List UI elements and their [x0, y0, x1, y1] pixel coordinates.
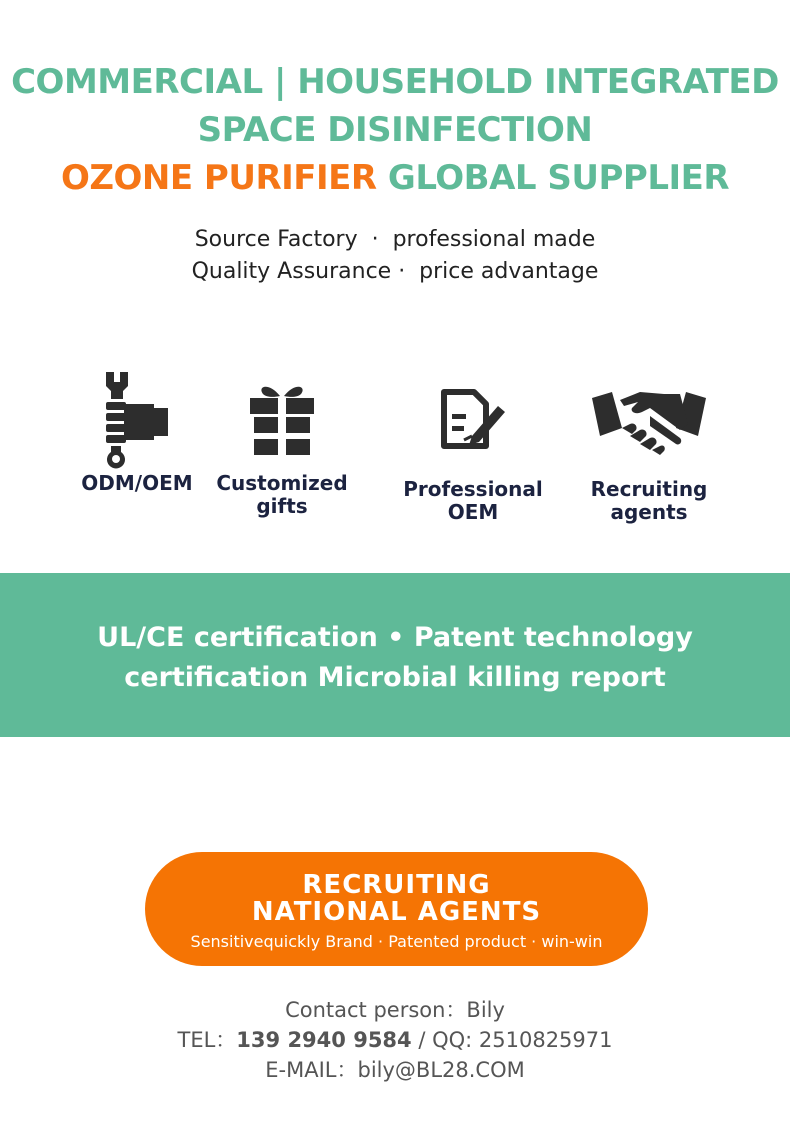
feature-label: ODM/OEM — [81, 471, 193, 495]
recruit-title-line-2: NATIONAL AGENTS — [251, 897, 542, 927]
contact-info — [0, 995, 790, 1085]
recruit-subtitle: Sensitivequickly Brand · Patented product · win-win — [190, 932, 603, 951]
feature-label: Recruiting agents — [590, 477, 708, 524]
feature-row — [0, 368, 790, 538]
document-pen-icon — [438, 384, 508, 456]
feature-customized-gifts — [197, 368, 367, 518]
headline-highlight: OZONE PURIFIER — [60, 158, 377, 198]
tagline — [0, 224, 790, 288]
feature-label: Professional OEM — [403, 477, 543, 524]
certification-text — [0, 618, 790, 698]
headline-line-1: COMMERCIAL | HOUSEHOLD INTEGRATED — [11, 62, 779, 102]
tel-label: TEL： — [177, 1028, 237, 1052]
headline-line-3 — [0, 154, 790, 202]
tagline-line-1: Source Factory · professional made — [194, 227, 596, 252]
certification-line-2: certification Microbial killing report — [124, 662, 666, 693]
certification-band — [0, 573, 790, 737]
recruit-title-line-1: RECRUITING — [302, 870, 491, 900]
headline — [0, 58, 790, 202]
qq-number: / QQ: 2510825971 — [411, 1028, 613, 1052]
feature-professional-oem — [388, 368, 558, 524]
certification-line-1: UL/CE certification • Patent technology — [97, 622, 693, 653]
tel-number: 139 2940 9584 — [236, 1028, 412, 1052]
headline-line-3-rest: GLOBAL SUPPLIER — [387, 158, 730, 198]
headline-line-2: SPACE DISINFECTION — [197, 110, 593, 150]
tagline-line-2: Quality Assurance · price advantage — [191, 259, 599, 284]
gift-icon — [247, 380, 317, 460]
feature-recruiting-agents — [564, 368, 734, 524]
feature-label: Customized gifts — [216, 471, 348, 518]
recruit-agents-banner[interactable] — [145, 852, 648, 966]
contact-email: E-MAIL：bily@BL28.COM — [265, 1058, 525, 1082]
contact-person: Contact person：Bily — [285, 998, 505, 1022]
wrench-hand-icon — [102, 370, 172, 470]
handshake-icon — [590, 380, 708, 460]
recruit-title — [145, 872, 648, 926]
contact-tel-line — [0, 1025, 790, 1055]
